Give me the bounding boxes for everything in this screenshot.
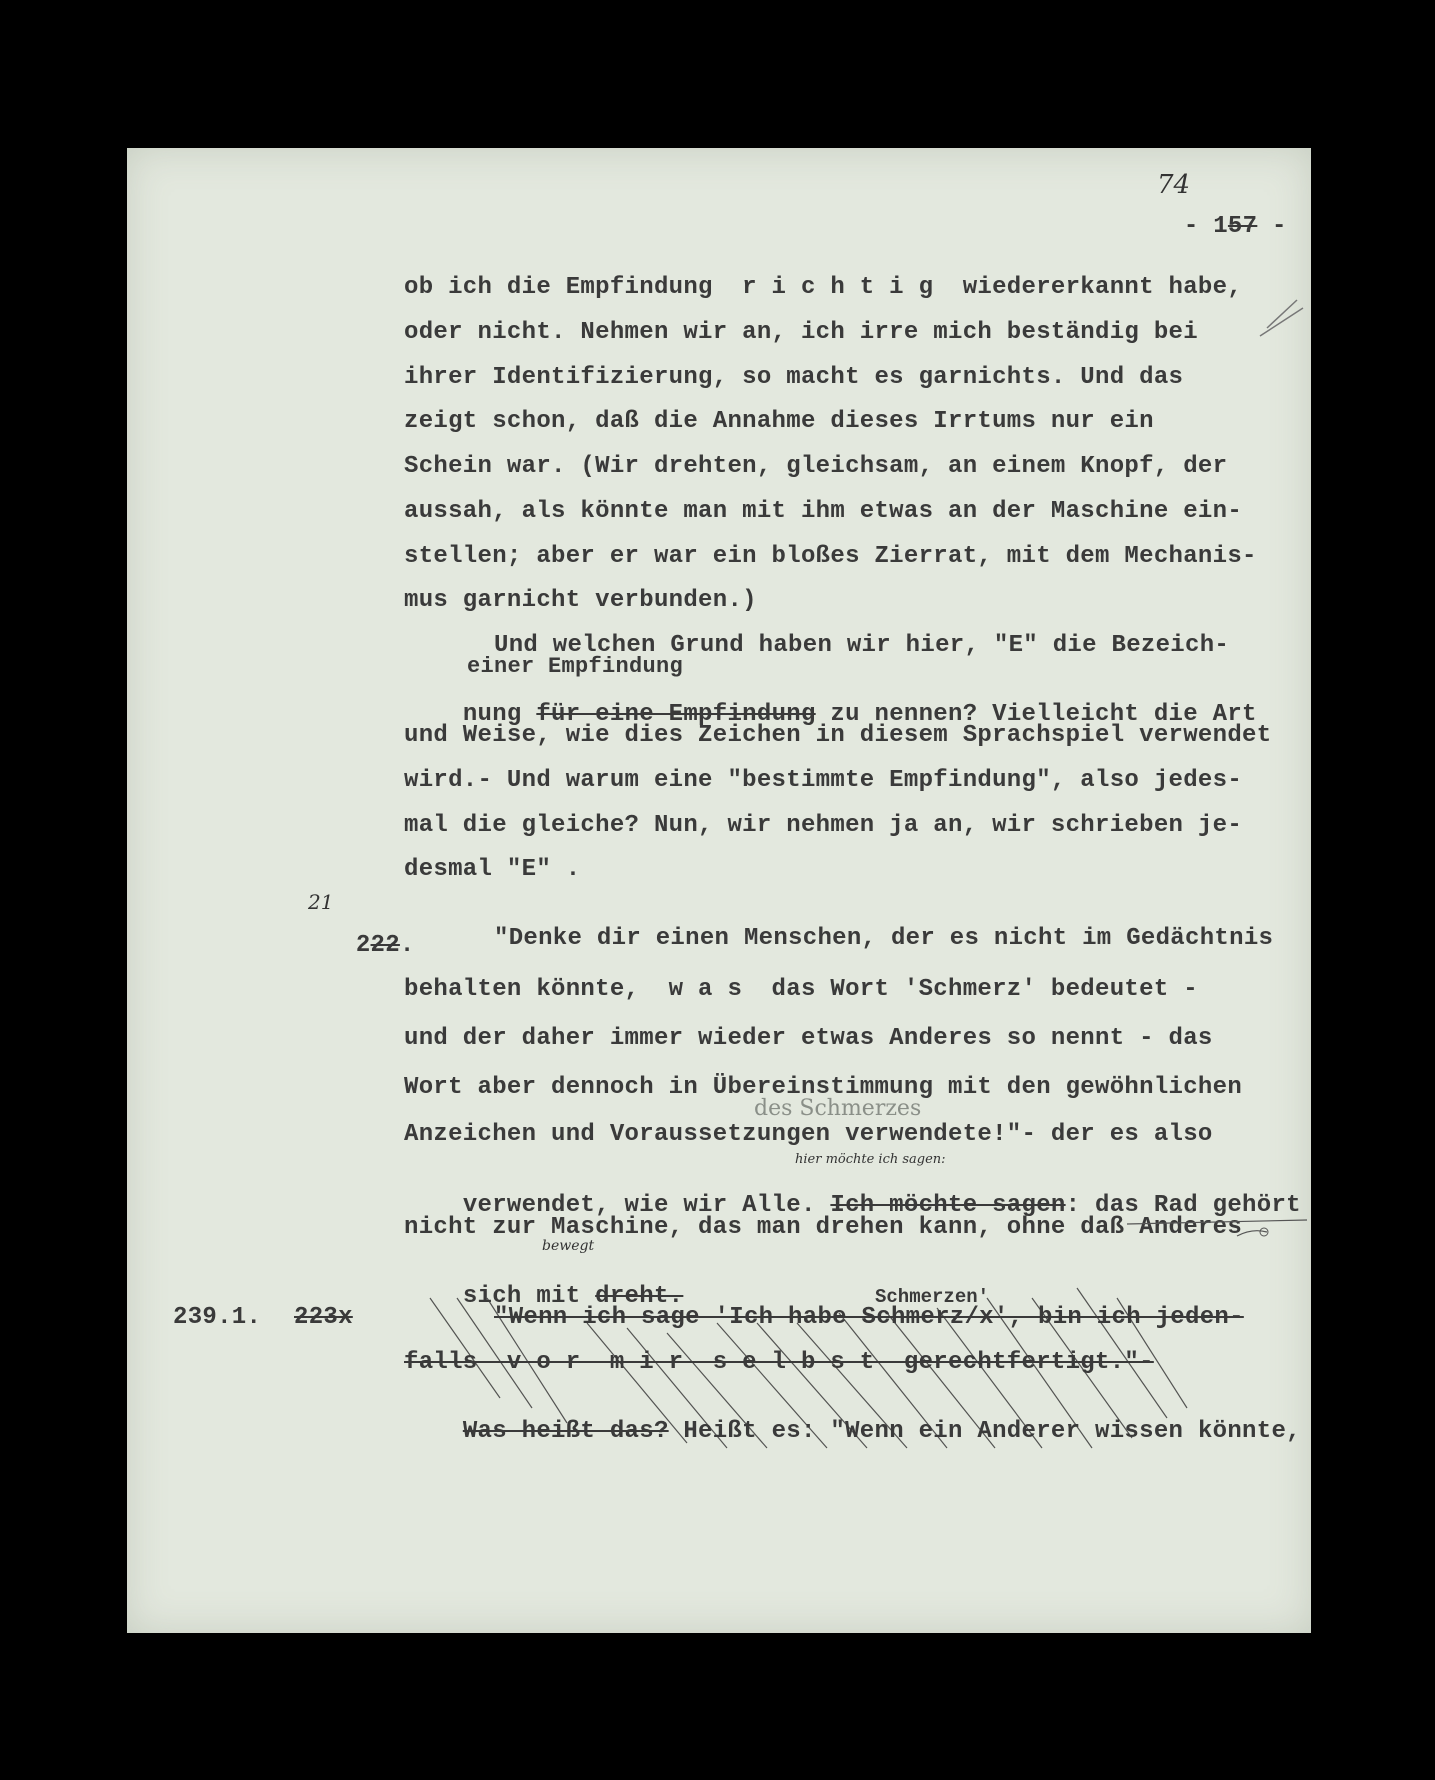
- page-number: [1125, 191, 1287, 263]
- s221-line-1: "Denke dir einen Menschen, der es nicht im Gedächtnis: [494, 925, 1274, 952]
- section-221-number-handwritten: 21: [308, 890, 334, 914]
- p2-line-4: wird.- Und warum eine "bestimmte Empfindung", also jedes-: [404, 767, 1243, 794]
- section-239-number: 239.1.: [173, 1304, 262, 1331]
- s239-line-2: falls v o r m i r s e l b s t gerechtfertigt."-: [404, 1349, 1154, 1376]
- s239-line-3: [404, 1396, 1301, 1468]
- s239-line-1: "Wenn ich sage 'Ich habe Schmerz/x', bin ich jeden-: [494, 1304, 1244, 1331]
- s221-line-6-start: verwendet, wie wir Alle.: [462, 1192, 831, 1219]
- s221-hand-insertion-2: bewegt: [542, 1238, 595, 1254]
- p1-line-3: ihrer Identifizierung, so macht es garnichts. Und das: [404, 364, 1184, 391]
- p1-line-8: mus garnicht verbunden.): [404, 587, 757, 614]
- s239-line-3-rest: Heißt es: "Wenn ein Anderer wissen könnte,: [668, 1418, 1301, 1445]
- section-221-number-struck: 22: [370, 932, 400, 959]
- s221-line-8-start: sich mit: [462, 1283, 596, 1310]
- s221-line-2: behalten könnte, w a s das Wort 'Schmerz' bedeutet -: [404, 976, 1198, 1003]
- p1-line-6: aussah, als könnte man mit ihm etwas an der Maschine ein-: [404, 498, 1243, 525]
- p2-line-1: Und welchen Grund haben wir hier, "E" die Bezeich-: [494, 632, 1230, 659]
- section-221-number-prefix: 2: [355, 932, 371, 959]
- s221-line-3: und der daher immer wieder etwas Anderes so nennt - das: [404, 1025, 1213, 1052]
- p2-line-2-start: nung: [462, 701, 537, 728]
- p2-insertion: einer Empfindung: [467, 654, 684, 679]
- p2-line-2-end: zu nennen? Vielleicht die Art: [815, 701, 1257, 728]
- p1-line-5: Schein war. (Wir drehten, gleichsam, an einem Knopf, der: [404, 453, 1228, 480]
- p2-line-6: desmal "E" .: [404, 856, 581, 883]
- p1-line-2: oder nicht. Nehmen wir an, ich irre mich beständig bei: [404, 319, 1198, 346]
- p1-line-1: ob ich die Empfindung r i c h t i g wiedererkannt habe,: [404, 274, 1243, 301]
- s221-line-7: nicht zur Maschine, das man drehen kann, ohne daß Anderes: [404, 1214, 1243, 1241]
- s239-insertion: Schmerzen': [875, 1286, 990, 1308]
- s221-line-4: Wort aber dennoch in Übereinstimmung mit den gewöhnlichen: [404, 1074, 1243, 1101]
- p2-line-3: und Weise, wie dies Zeichen in diesem Sprachspiel verwendet: [404, 722, 1272, 749]
- section-239-number-struck: 223x: [294, 1304, 353, 1331]
- page-number-struck: 57: [1227, 213, 1258, 240]
- s221-line-8-struck: dreht.: [595, 1283, 684, 1310]
- s221-pencil-insertion: des Schmerzes: [754, 1096, 922, 1121]
- p2-line-5: mal die gleiche? Nun, wir nehmen ja an, wir schrieben je-: [404, 812, 1243, 839]
- s239-line-3-struck: Was heißt das?: [462, 1418, 669, 1445]
- s221-line-6-struck: Ich möchte sagen: [830, 1192, 1066, 1219]
- s221-line-5: Anzeichen und Voraussetzungen verwendete!"- der es also: [404, 1121, 1213, 1148]
- section-221-number-suffix: .: [399, 932, 415, 959]
- section-221-number: [297, 910, 415, 982]
- p1-line-7: stellen; aber er war ein bloßes Zierrat, mit dem Mechanis-: [404, 543, 1257, 570]
- page-number-handwritten: 74: [1157, 170, 1191, 200]
- s221-line-6-end: : das Rad gehört: [1065, 1192, 1301, 1219]
- manuscript-page: [127, 148, 1311, 1633]
- page-number-prefix: - 1: [1183, 213, 1228, 240]
- p1-line-4: zeigt schon, daß die Annahme dieses Irrtums nur ein: [404, 408, 1154, 435]
- s221-hand-insertion: hier möchte ich sagen:: [795, 1152, 946, 1167]
- p2-line-2-struck: für eine Empfindung: [536, 701, 816, 728]
- page-number-suffix: -: [1257, 213, 1287, 240]
